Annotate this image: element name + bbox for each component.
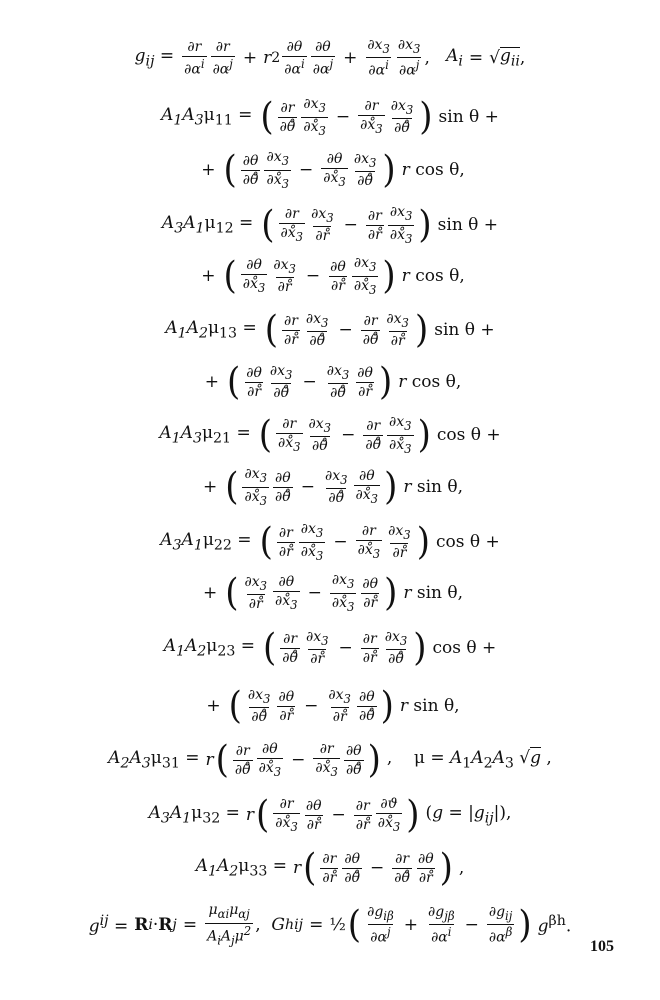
equation-lhs: $A_1A_2\mu_{23}$ = (163, 635, 256, 660)
fraction: $\frac{\partial r}{\partial x̊_3}$ (357, 522, 381, 561)
fraction: $\frac{\partial g_{i\beta}}{\partial\alpha^j}$ (367, 903, 394, 947)
fraction: $\frac{\partial x_3}{\partial\alpha^j}$ (397, 36, 421, 80)
fraction: $\frac{\partial x_3}{\partial\thetå}$ (353, 150, 377, 190)
equation-lhs: $g^{ij}$ = (88, 913, 129, 937)
fraction: $\frac{\partial\theta}{\partial x̊_3}$ (275, 573, 298, 612)
fraction: $\frac{\partial x_3}{\partial\thetå}$ (326, 362, 350, 402)
fraction: $\frac{\partial x_3}{\partial x̊_3}$ (266, 149, 290, 191)
fraction: $\frac{\partial x_3}{\partial r̊}$ (305, 628, 329, 668)
fraction: $\frac{\partial\theta}{\partial x̊_3}$ (355, 467, 379, 506)
fraction: $\frac{\partial x_3}{\partial x̊_3}$ (353, 255, 377, 297)
fraction: $\frac{\partial r}{\partial r̊}$ (362, 630, 377, 666)
fraction: $\frac{\partial x_3}{\partial x̊_3}$ (244, 466, 268, 508)
fraction: $\frac{\partial r}{\partial r̊}$ (355, 797, 370, 833)
fraction: $\frac{\partial x_3}{\partial x̊_3}$ (300, 521, 324, 563)
fraction: $\frac{\partial\theta}{\partial r̊}$ (417, 850, 434, 886)
equation-line-3: + ( $\frac{\partial\theta}{\partial\thetå}$ $\frac{\partial x_3}{\partial x̊_3}$ − $\frac{\partial\theta}{\partial x̊_3}$ $\frac{\partial x_3}{\partial\thetå}$ ) r cos θ, (201, 148, 465, 192)
fraction: $\frac{\partial\theta}{\partial x̊_3}$ (323, 150, 346, 189)
fraction: $\frac{\partial\theta}{\partial\thetå}$ (345, 742, 362, 778)
fraction: $\frac{\partial r}{\partial\alpha^j}$ (212, 38, 233, 78)
fraction: $\frac{\partial\theta}{\partial r̊}$ (330, 258, 346, 294)
fraction: $\frac{\partial x_3}{\partial r̊}$ (328, 686, 351, 726)
page-number: 105 (590, 938, 614, 955)
equation-line-10: $A_3A_1\mu_{22}$ = ( $\frac{\partial r}{\partial r̊}$ $\frac{\partial x_3}{\partial x̊_3}$ − $\frac{\partial r}{\partial x̊_3}$ $\frac{\partial x_3}{\partial r̊}$ ) cos θ + (160, 520, 500, 564)
equation-line-15: $A_3A_1\mu_{32}$ = r ( $\frac{\partial r}{\partial x̊_3}$ $\frac{\partial\theta}{\partial r̊}$ − $\frac{\partial r}{\partial r̊}$ $\frac{\partial ϑ}{\partial x̊_3}$ ) $(g = |g_{ij}|)$, (148, 793, 512, 837)
equation-line-17: $g^{ij}$ = R i · R j = $\frac{\mu_{\alpha i}\mu_{\alpha j}}{A_iA_j\mu^2}$ , G h ij = ½ ( $\frac{\partial g_{i\beta}}{\partial\alpha^j}$ + $\frac{\partial g_{j\beta}}{\partial\alpha^i}$ − $\frac{\partial g_{ij}}{\partial\alpha^\beta}$ ) $g^{\beta h}$. (88, 902, 572, 948)
fraction: $\frac{\partial x_3}{\partial r̊}$ (386, 310, 409, 350)
fraction: $\frac{\partial r}{\partial r̊}$ (283, 312, 298, 348)
fraction: $\frac{\partial x_3}{\partial\thetå}$ (324, 467, 348, 507)
fraction: $\frac{\partial r}{\partial\thetå}$ (234, 742, 251, 778)
equation-lhs: $A_1A_2\mu_{13}$ = (165, 317, 257, 342)
fraction: $\frac{\partial r}{\partial\thetå}$ (394, 850, 410, 886)
fraction: $\frac{\partial\theta}{\partial\thetå}$ (344, 850, 361, 886)
fraction: $\frac{\partial\theta}{\partial r̊}$ (246, 364, 262, 400)
fraction: $\frac{\partial x_3}{\partial x̊_3}$ (389, 414, 412, 456)
equation-lhs: $A_3A_1\mu_{12}$ = (161, 212, 254, 237)
fraction: $\frac{\partial x_3}{\partial r̊}$ (311, 205, 334, 245)
fraction: $\frac{\partial\theta}{\partial r̊}$ (278, 688, 295, 724)
equation-line-16: $A_1A_2\mu_{33}$ = r ( $\frac{\partial r}{\partial r̊}$ $\frac{\partial\theta}{\partial\thetå}$ − $\frac{\partial r}{\partial\thetå}$ $\frac{\partial\theta}{\partial r̊}$ ) , (195, 846, 465, 890)
fraction: $\frac{\partial r}{\partial\thetå}$ (362, 312, 379, 348)
fraction: $\frac{\partial r}{\partial x̊_3}$ (315, 740, 338, 779)
fraction: $\frac{\partial x_3}{\partial x̊_3}$ (331, 572, 355, 614)
equation-line-13: + ( $\frac{\partial x_3}{\partial\thetå}$ $\frac{\partial\theta}{\partial r̊}$ − $\frac{\partial x_3}{\partial r̊}$ $\frac{\partial\theta}{\partial\thetå}$ ) r sin θ, (206, 684, 460, 728)
fraction: $\frac{\partial x_3}{\partial\thetå}$ (308, 415, 332, 455)
fraction: $\frac{\partial\theta}{\partial r̊}$ (362, 575, 379, 611)
equation-lhs: $A_3A_1\mu_{22}$ = (160, 529, 252, 554)
fraction: $\frac{\partial r}{\partial\thetå}$ (279, 99, 296, 135)
fraction: $\frac{\partial\theta}{\partial r̊}$ (357, 364, 373, 400)
fraction: $\frac{\partial\theta}{\partial\thetå}$ (358, 688, 375, 724)
fraction: $\frac{\partial\theta}{\partial r̊}$ (305, 797, 322, 833)
equation-line-12: $A_1A_2\mu_{23}$ = ( $\frac{\partial r}{\partial\thetå}$ $\frac{\partial x_3}{\partial r̊}$ − $\frac{\partial r}{\partial r̊}$ $\frac{\partial x_3}{\partial\thetå}$ ) cos θ + (163, 626, 497, 670)
fraction: $\frac{\partial r}{\partial\thetå}$ (365, 417, 382, 453)
fraction: $\frac{\partial\theta}{\partial x̊_3}$ (242, 256, 266, 295)
fraction: $\frac{\partial\theta}{\partial x̊_3}$ (258, 740, 282, 779)
fraction: $\frac{\mu_{\alpha i}\mu_{\alpha j}}{A_iA_j\mu^2}$ (207, 902, 252, 948)
fraction: $\frac{\partial x_3}{\partial x̊_3}$ (389, 204, 413, 246)
fraction: $\frac{\partial r}{\partial x̊_3}$ (280, 205, 304, 244)
fraction: $\frac{\partial r}{\partial x̊_3}$ (277, 415, 301, 454)
fraction: $\frac{\partial\theta}{\partial\thetå}$ (242, 152, 259, 188)
equation-line-8: $A_1A_3\mu_{21}$ = ( $\frac{\partial r}{\partial x̊_3}$ $\frac{\partial x_3}{\partial\thetå}$ − $\frac{\partial r}{\partial\thetå}$ $\frac{\partial x_3}{\partial x̊_3}$ ) cos θ + (159, 413, 501, 457)
fraction: $\frac{\partial x_3}{\partial\thetå}$ (384, 628, 408, 668)
equation-line-5: + ( $\frac{\partial\theta}{\partial x̊_3}$ $\frac{\partial x_3}{\partial r̊}$ − $\frac{\partial\theta}{\partial r̊}$ $\frac{\partial x_3}{\partial x̊_3}$ ) r cos θ, (201, 254, 465, 298)
fraction: $\frac{\partial x_3}{\partial x̊_3}$ (303, 96, 326, 138)
eq1-lhs: $g_{ij}$ = (134, 45, 175, 70)
equation-lhs: $A_1A_3\mu_{21}$ = (159, 422, 251, 447)
fraction: $\frac{\partial r}{\partial r̊}$ (278, 524, 293, 560)
fraction: $\frac{\partial\theta}{\partial\thetå}$ (275, 469, 291, 505)
fraction: $\frac{\partial r}{\partial\thetå}$ (282, 630, 298, 666)
fraction: $\frac{\partial r}{\partial\alpha^i}$ (184, 38, 205, 78)
equation-lhs: $A_1A_3\mu_{11}$ = (161, 104, 253, 129)
fraction: $\frac{\partial g_{j\beta}}{\partial\alpha^i}$ (428, 903, 455, 947)
fraction: $\frac{\partial x_3}{\partial\alpha^i}$ (367, 36, 390, 80)
fraction: $\frac{\partial r}{\partial x̊_3}$ (275, 795, 298, 834)
equation-line-4: $A_3A_1\mu_{12}$ = ( $\frac{\partial r}{\partial x̊_3}$ $\frac{\partial x_3}{\partial r̊}$ − $\frac{\partial r}{\partial r̊}$ $\frac{\partial x_3}{\partial x̊_3}$ ) sin θ + (161, 203, 499, 247)
fraction: $\frac{\partial r}{\partial r̊}$ (322, 850, 337, 886)
fraction: $\frac{\partial r}{\partial x̊_3}$ (360, 97, 383, 136)
equation-lhs: $A_3A_1\mu_{32}$ = (148, 802, 240, 827)
fraction: $\frac{\partial g_{ij}}{\partial\alpha^\beta}$ (488, 903, 513, 947)
fraction: $\frac{\partial x_3}{\partial\thetå}$ (390, 97, 414, 137)
fraction: $\frac{\partial ϑ}{\partial x̊_3}$ (377, 795, 401, 834)
fraction: $\frac{\partial x_3}{\partial\thetå}$ (305, 310, 329, 350)
fraction: $\frac{\partial\theta}{\partial\alpha^i}$ (284, 38, 305, 78)
fraction: $\frac{\partial x_3}{\partial r̊}$ (273, 256, 296, 296)
fraction: $\frac{\partial x_3}{\partial\thetå}$ (269, 362, 293, 402)
fraction: $\frac{\partial r}{\partial r̊}$ (367, 207, 382, 243)
equation-line-14: $A_2A_3\mu_{31}$ = r ( $\frac{\partial r}{\partial\thetå}$ $\frac{\partial\theta}{\partial x̊_3}$ − $\frac{\partial r}{\partial x̊_3}$ $\frac{\partial\theta}{\partial\thetå}$ ) , $\mu = A_1A_2A_3$ √g , (108, 738, 552, 782)
equation-line-2: $A_1A_3\mu_{11}$ = ( $\frac{\partial r}{\partial\thetå}$ $\frac{\partial x_3}{\partial x̊_3}$ − $\frac{\partial r}{\partial x̊_3}$ $\frac{\partial x_3}{\partial\thetå}$ ) sin θ + (161, 95, 499, 139)
equation-line-7: + ( $\frac{\partial\theta}{\partial r̊}$ $\frac{\partial x_3}{\partial\thetå}$ − $\frac{\partial x_3}{\partial\thetå}$ $\frac{\partial\theta}{\partial r̊}$ ) r cos θ, (204, 360, 462, 404)
fraction: $\frac{\partial x_3}{\partial r̊}$ (244, 573, 268, 613)
equation-line-11: + ( $\frac{\partial x_3}{\partial r̊}$ $\frac{\partial\theta}{\partial x̊_3}$ − $\frac{\partial x_3}{\partial x̊_3}$ $\frac{\partial\theta}{\partial r̊}$ ) r sin θ, (202, 571, 464, 615)
fraction: $\frac{\partial x_3}{\partial\thetå}$ (247, 686, 271, 726)
equation-lhs: $A_1A_2\mu_{33}$ = (195, 855, 288, 880)
fraction: $\frac{\partial\theta}{\partial\alpha^j}$ (312, 38, 334, 78)
equation-line-6: $A_1A_2\mu_{13}$ = ( $\frac{\partial r}{\partial r̊}$ $\frac{\partial x_3}{\partial\thetå}$ − $\frac{\partial r}{\partial\thetå}$ $\frac{\partial x_3}{\partial r̊}$ ) sin θ + (165, 308, 495, 352)
equation-lhs: $A_2A_3\mu_{31}$ = (108, 747, 200, 772)
equation-line-1: $g_{ij}$ = $\frac{\partial r}{\partial\alpha^i}$ $\frac{\partial r}{\partial\alpha^j}$ + r 2 $\frac{\partial\theta}{\partial\alpha^i}$ $\frac{\partial\theta}{\partial\alpha^j}$ + $\frac{\partial x_3}{\partial\alpha^i}$ $\frac{\partial x_3}{\partial\alpha^j}$ , $A_i$ = √ $g_{ii}$ , (134, 36, 526, 80)
fraction: $\frac{\partial x_3}{\partial r̊}$ (388, 522, 411, 562)
equation-line-9: + ( $\frac{\partial x_3}{\partial x̊_3}$ $\frac{\partial\theta}{\partial\thetå}$ − $\frac{\partial x_3}{\partial\thetå}$ $\frac{\partial\theta}{\partial x̊_3}$ ) r sin θ, (202, 465, 464, 509)
